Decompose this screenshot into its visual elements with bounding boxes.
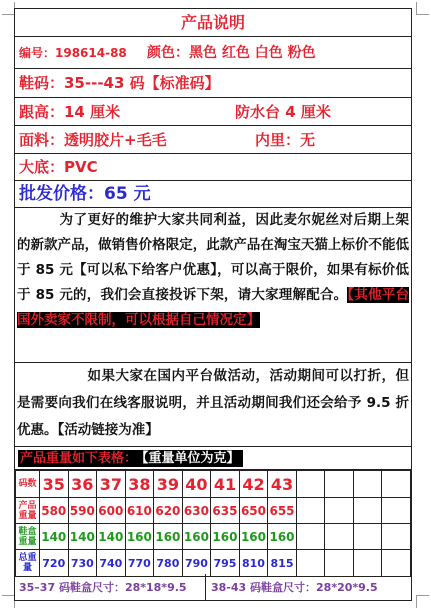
sheet-title: 产品说明 (15, 9, 411, 37)
box-weight-cell: 160 (125, 524, 154, 550)
size-cell: 35 (40, 471, 69, 498)
sole-material: 大底：PVC (15, 154, 411, 181)
lining-material: 内里：无 (255, 131, 316, 149)
empty-cell (325, 498, 354, 524)
product-weight-cell: 655 (268, 498, 297, 524)
empty-cell (382, 498, 411, 524)
product-spec-sheet (14, 8, 412, 601)
box-size-footer (15, 574, 411, 601)
empty-cell (382, 550, 411, 577)
heel-row (15, 98, 411, 126)
empty-cell (382, 524, 411, 550)
platform-height: 防水台 4 厘米 (235, 103, 331, 121)
product-weight-cell: 620 (154, 498, 183, 524)
total-weight-cell: 790 (182, 550, 211, 577)
promotion-policy-paragraph (15, 363, 411, 447)
box-size-small: 35–37 码鞋盒尺寸：28*18*9.5 (19, 581, 187, 594)
size-cell: 38 (125, 471, 154, 498)
product-weight-cell: 610 (125, 498, 154, 524)
crop-mark-top-right (416, 2, 429, 15)
weight-title: 产品重量如下表格： (20, 451, 138, 466)
box-weight-cell: 140 (97, 524, 126, 550)
total-weight-cell: 815 (268, 550, 297, 577)
product-weight-cell: 630 (182, 498, 211, 524)
box-weight-cell: 160 (154, 524, 183, 550)
total-weight-cell: 780 (154, 550, 183, 577)
box-weight-cell: 160 (268, 524, 297, 550)
item-number: 编号：198614-88 (19, 46, 127, 60)
empty-cell (353, 550, 382, 577)
item-row (15, 37, 411, 69)
weight-unit: 【重量单位为克】 (139, 450, 243, 467)
pricing-policy-highlight: 【其他平台国外卖家不限制，可以根据自己情况定】 (17, 287, 410, 328)
box-weight-label: 鞋盒 重量 (16, 524, 40, 550)
product-weight-cell: 600 (97, 498, 126, 524)
box-weight-cell: 140 (40, 524, 69, 550)
product-weight-cell: 580 (40, 498, 69, 524)
sizes-label: 鞋码：35---43 码【标准码】 (15, 69, 411, 98)
total-weight-cell: 770 (125, 550, 154, 577)
wholesale-price: 批发价格：65 元 (15, 181, 411, 208)
total-weight-label: 总重 量 (16, 550, 40, 577)
box-weight-cell: 160 (211, 524, 240, 550)
weight-title-row (15, 447, 411, 470)
size-row (16, 471, 411, 498)
promotion-policy-text: 如果大家在国内平台做活动，活动期间可以打折，但是需要向我们在线客服说明，并且活动期间我们还会给予 9.5 折优惠。【活动链接为准】 (17, 368, 409, 438)
pricing-policy-text: 为了更好的维护大家共同利益，因此麦尔妮丝对后期上架的新款产品，做销售价格限定，此款产品在淘宝天猫上标价不能低于 85 元【可以私下给客户优惠】，可以高于限价，如果有标价低于 85 元的，我们会直接投诉下架，请大家理解配合。 (17, 212, 409, 303)
empty-cell (353, 471, 382, 498)
size-cell: 39 (154, 471, 183, 498)
product-weight-cell: 650 (239, 498, 268, 524)
size-cell: 42 (239, 471, 268, 498)
heel-height: 跟高：14 厘米 (19, 103, 121, 121)
box-weight-cell: 160 (239, 524, 268, 550)
box-weight-row (16, 524, 411, 550)
size-cell: 36 (68, 471, 97, 498)
colors-label: 颜色：黑色 红色 白色 粉色 (146, 45, 316, 61)
size-cell: 40 (182, 471, 211, 498)
total-weight-cell: 795 (211, 550, 240, 577)
product-weight-label: 产品 重量 (16, 498, 40, 524)
empty-cell (325, 550, 354, 577)
upper-material: 面料：透明胶片+毛毛 (19, 131, 167, 149)
total-weight-row (16, 550, 411, 577)
box-weight-cell: 160 (182, 524, 211, 550)
size-weight-table (15, 470, 411, 577)
empty-cell (325, 471, 354, 498)
product-weight-row (16, 498, 411, 524)
product-weight-cell: 635 (211, 498, 240, 524)
empty-cell (296, 498, 325, 524)
total-weight-cell: 720 (40, 550, 69, 577)
total-weight-cell: 740 (97, 550, 126, 577)
box-size-large: 38-43 码鞋盒尺寸：28*20*9.5 (211, 581, 378, 594)
pricing-policy-paragraph (15, 208, 411, 363)
size-cell: 37 (97, 471, 126, 498)
empty-cell (325, 524, 354, 550)
box-weight-cell: 140 (68, 524, 97, 550)
size-cell: 43 (268, 471, 297, 498)
total-weight-cell: 810 (239, 550, 268, 577)
material-row (15, 126, 411, 154)
size-row-label: 码数 (16, 471, 40, 498)
empty-cell (296, 550, 325, 577)
empty-cell (353, 498, 382, 524)
empty-cell (296, 471, 325, 498)
footer-divider (205, 574, 206, 601)
crop-mark-bottom-right (416, 595, 429, 608)
empty-cell (296, 524, 325, 550)
total-weight-cell: 730 (68, 550, 97, 577)
empty-cell (382, 471, 411, 498)
product-weight-cell: 590 (68, 498, 97, 524)
empty-cell (353, 524, 382, 550)
size-cell: 41 (211, 471, 240, 498)
